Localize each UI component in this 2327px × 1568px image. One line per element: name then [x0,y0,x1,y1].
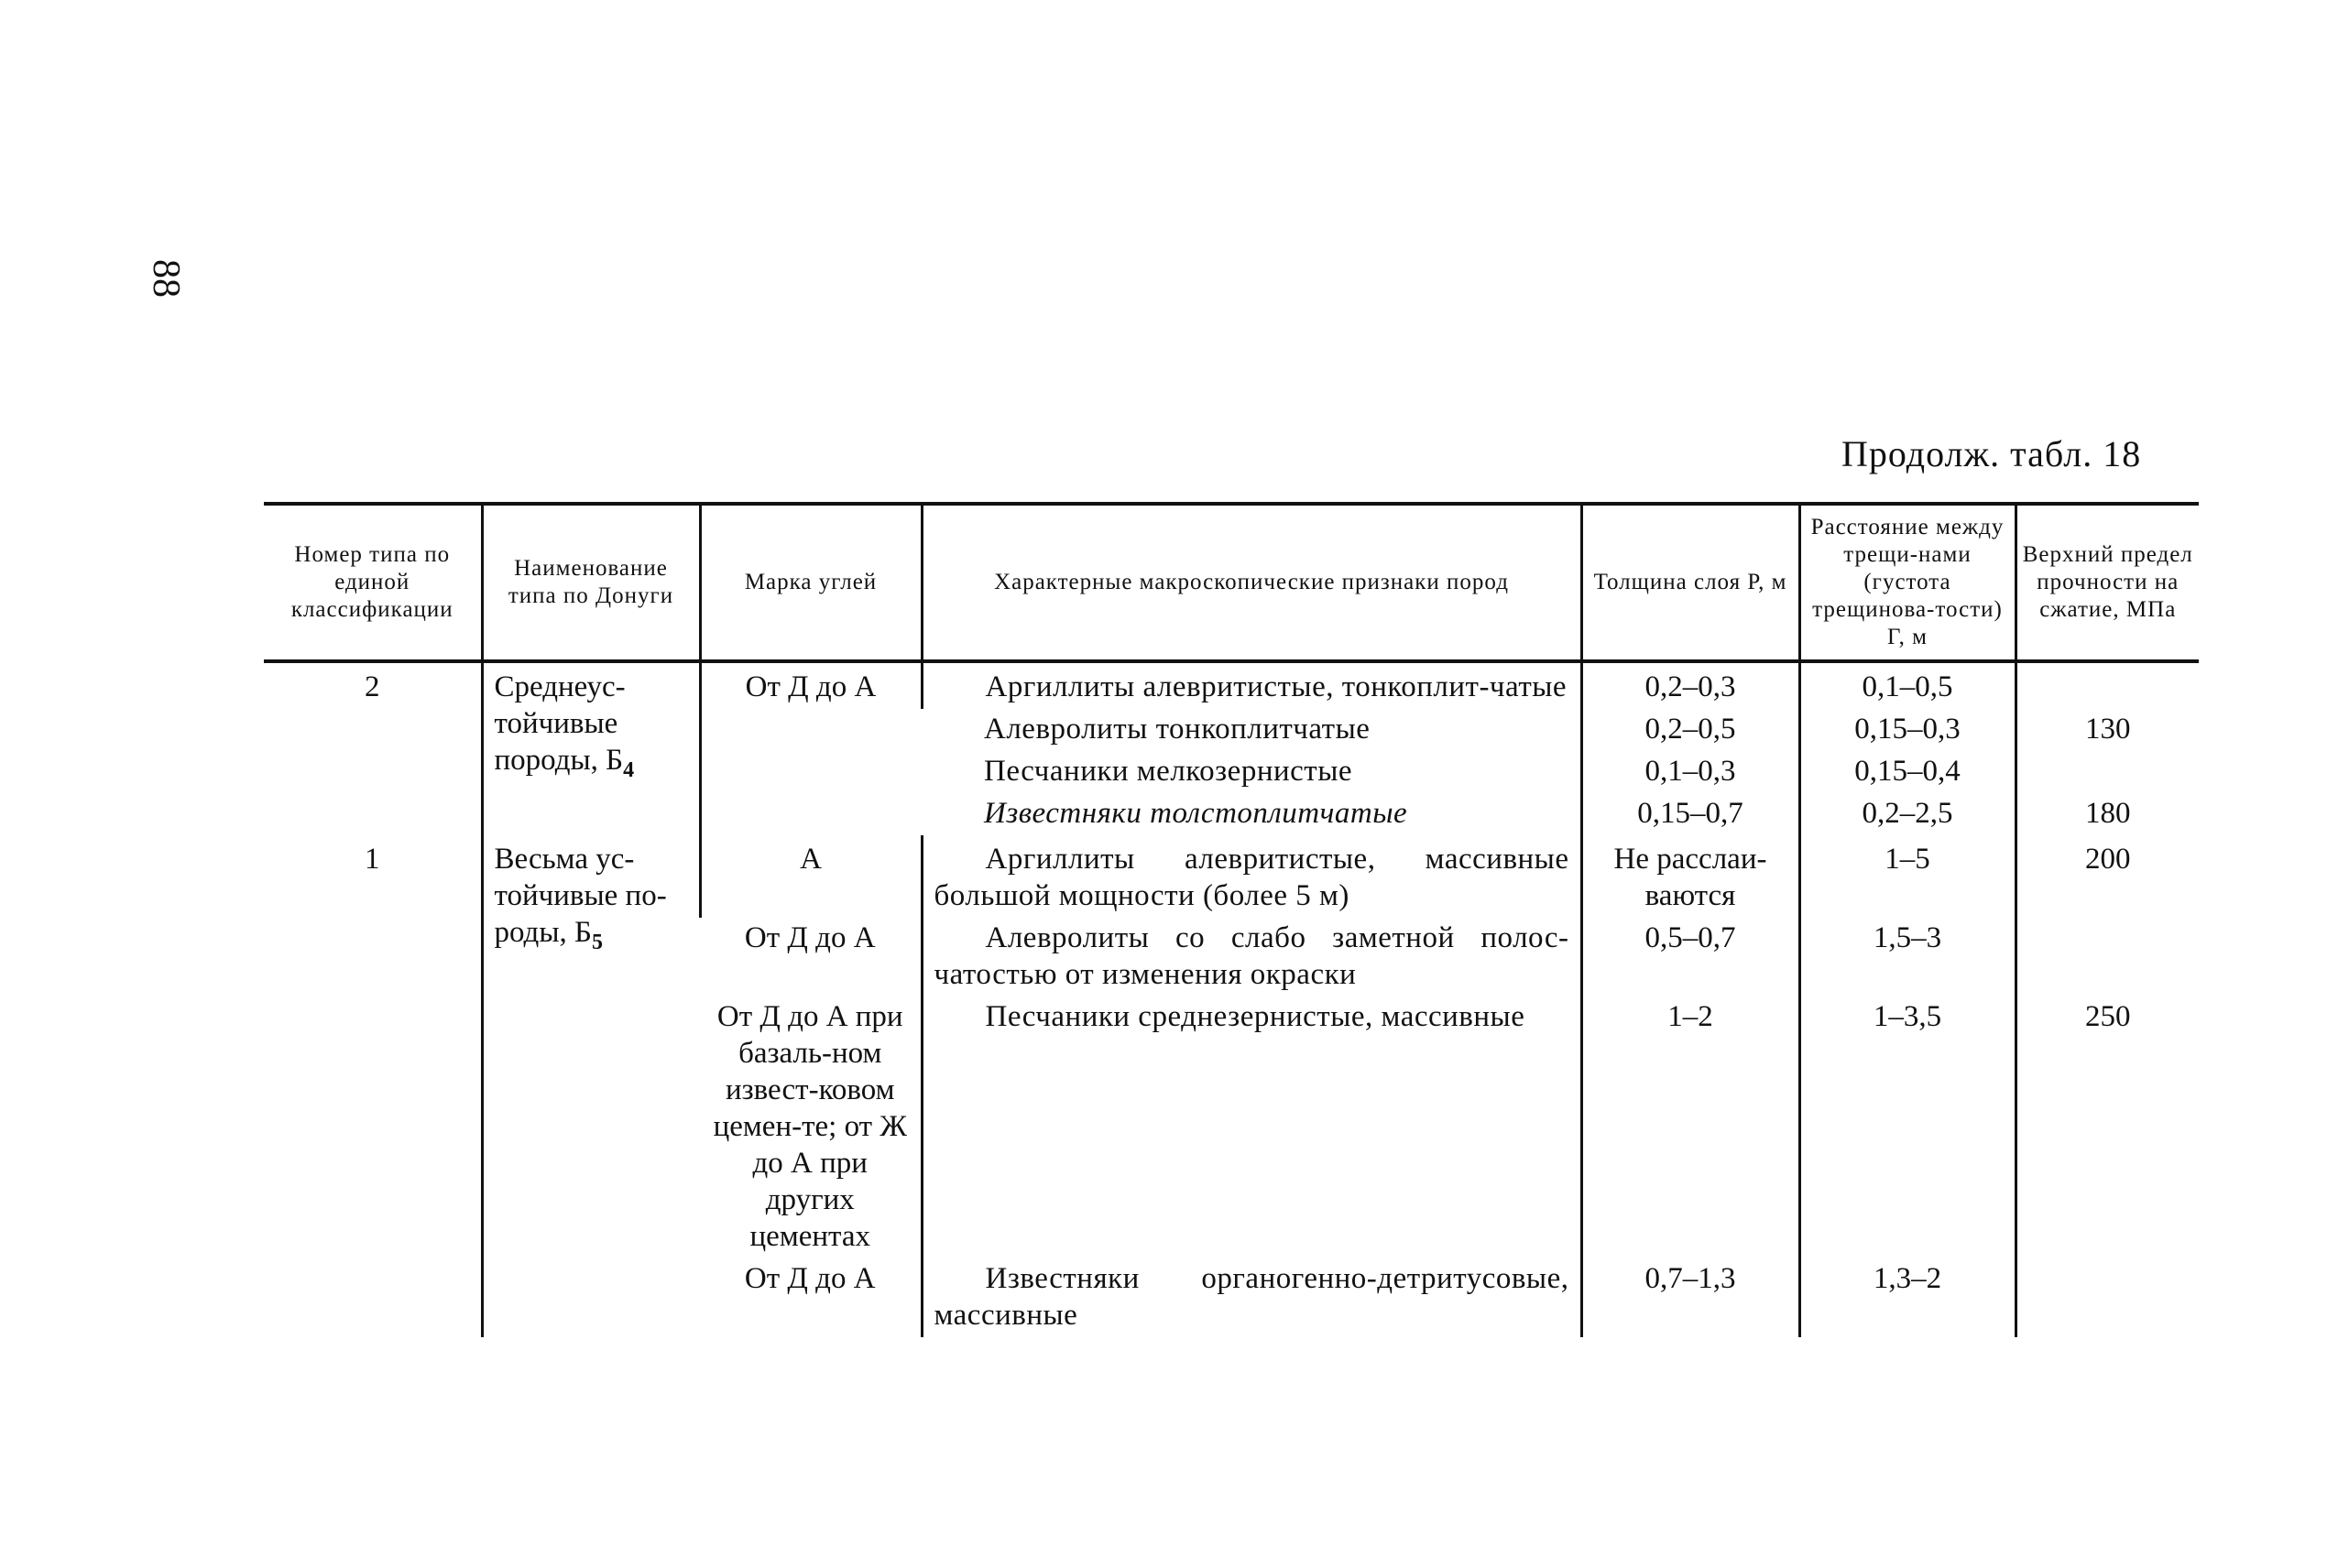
table-header-row [264,504,2199,661]
crack-distance-cell: 1–5 [1799,835,2016,918]
coal-grade-cell: От Д до А [744,921,876,954]
features-cell [922,793,1581,835]
thickness-cell: 0,2–0,5 [1581,709,1799,751]
features-text: Аргиллиты алевритистые, тонкоплит-чатые [985,670,1568,703]
crack-distance-cell: 1,5–3 [1799,918,2016,996]
header-features: Характерные макроскопические признаки пород [922,504,1581,661]
thickness-cell: 0,2–0,3 [1581,661,1799,709]
crack-distance-cell: 1,3–2 [1799,1258,2016,1337]
features-cell [922,835,1581,918]
header-crack-distance: Расстояние между трещи-нами (густота трещинова-тости) Г, м [1799,504,2016,661]
strength-cell: 250 [2016,996,2199,1258]
type-number-cell: 1 [365,843,380,876]
features-cell [922,1258,1581,1337]
header-donugi-name: Наименование типа по Донуги [482,504,700,661]
features-text: Известняки толстоплитчатые [984,797,1408,830]
donugi-name-subscript: 4 [623,758,635,782]
strength-cell [2016,918,2199,996]
strength-cell [2016,1258,2199,1337]
crack-distance-cell: 0,1–0,5 [1799,661,2016,709]
table-row [264,835,2199,918]
header-strength: Верхний предел прочности на сжатие, МПа [2016,504,2199,661]
features-cell [922,661,1581,709]
thickness-cell: 0,7–1,3 [1581,1258,1799,1337]
features-cell [922,709,1581,751]
features-text: Алевролиты тонкоплитчатые [984,713,1371,746]
donugi-name-cell [482,661,700,835]
donugi-name-subscript: 5 [591,931,603,954]
crack-distance-cell: 0,2–2,5 [1799,793,2016,835]
rock-classification-table [264,502,2199,1337]
table-row [264,661,2199,709]
coal-grade-cell: От Д до А [700,661,922,835]
features-cell [922,996,1581,1258]
strength-cell: 130 [2016,709,2199,751]
table-caption: Продолж. табл. 18 [1841,433,2142,474]
crack-distance-cell: 0,15–0,3 [1799,709,2016,751]
thickness-cell: 0,1–0,3 [1581,751,1799,793]
header-coal-grade: Марка углей [700,504,922,661]
crack-distance-cell: 1–3,5 [1799,996,2016,1258]
features-cell [922,918,1581,996]
donugi-name-text: Среднеус-тойчивые породы, Б [494,670,626,777]
donugi-name-cell [482,835,700,1337]
strength-cell [2016,661,2199,709]
crack-distance-cell: 0,15–0,4 [1799,751,2016,793]
features-text: Алевролиты со слабо заметной полос-чатостью от изменения окраски [934,921,1569,991]
thickness-cell: Не расслаи-ваются [1581,835,1799,918]
features-text: Песчаники мелкозернистые [984,755,1353,788]
strength-cell: 200 [2016,835,2199,918]
features-text: Песчаники среднезернистые, массивные [985,1000,1525,1033]
thickness-cell: 0,5–0,7 [1581,918,1799,996]
features-cell [922,751,1581,793]
coal-grade-cell: От Д до А при базаль-ном извест-ковом цемен-те; от Ж до А при других цементах [713,1000,907,1253]
coal-grade-cell: От Д до А [744,1262,876,1295]
page-number: 88 [145,259,187,298]
type-number-cell: 2 [365,670,380,703]
strength-cell: 180 [2016,793,2199,835]
header-thickness: Толщина слоя Р, м [1581,504,1799,661]
features-text: Известняки органогенно-детритусовые, массивные [934,1262,1569,1332]
features-text: Аргиллиты алевритистые, массивные большой мощности (более 5 м) [934,843,1569,912]
thickness-cell: 1–2 [1581,996,1799,1258]
coal-grade-cell: А [700,835,922,918]
donugi-name-text: Весьма ус-тойчивые по-роды, Б [494,843,667,949]
thickness-cell: 0,15–0,7 [1581,793,1799,835]
header-type-number: Номер типа по единой классификации [290,542,453,622]
strength-cell [2016,751,2199,793]
